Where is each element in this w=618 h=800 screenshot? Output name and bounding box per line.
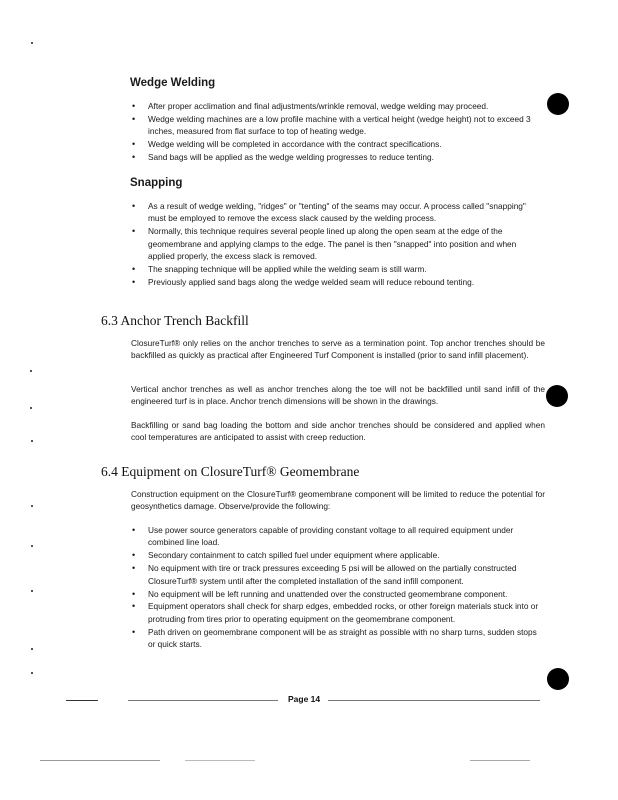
footer-rule-left [66, 700, 98, 701]
list-item: • Use power source generators capable of providing constant voltage to all required equipment under combined line load. [131, 524, 545, 549]
scan-speck [31, 648, 33, 650]
scan-streak [185, 760, 255, 761]
list-item: • Previously applied sand bags along the wedge welded seam will reduce rebound tenting. [131, 276, 545, 288]
list-item: • Path driven on geomembrane component will be as straight as possible with no sharp turns, sudden stops or quick starts. [131, 626, 545, 651]
list-item: • Equipment operators shall check for sharp edges, embedded rocks, or other foreign materials stuck into or protruding from tires prior to operating equipment on the geomembrane component. [131, 600, 545, 625]
scan-streak [470, 760, 530, 761]
punch-hole [547, 93, 569, 115]
page-number: Page 14 [288, 694, 321, 704]
section-6-4-heading: 6.4 Equipment on ClosureTurf® Geomembrane [101, 464, 360, 479]
scan-speck [31, 545, 33, 547]
section-6-3-paragraph: Backfilling or sand bag loading the bottom and side anchor trenches should be considered and applied when cool temperatures are anticipated to assist with creep reduction. [131, 420, 545, 443]
scan-streak [40, 760, 160, 761]
scan-speck [30, 370, 32, 372]
wedge-welding-heading: Wedge Welding [130, 77, 216, 89]
section-6-3-paragraph: ClosureTurf® only relies on the anchor trenches to serve as a termination point. Top anchor trenches should be backfilled as quickly as practical after Engineered Turf Component is installed (prior to sand infill placement). [131, 338, 545, 361]
scan-speck [30, 407, 32, 409]
list-item: • No equipment will be left running and unattended over the constructed geomembrane component. [131, 588, 545, 600]
list-item: • Secondary containment to catch spilled fuel under equipment where applicable. [131, 549, 545, 561]
scan-speck [31, 505, 33, 507]
list-item: • The snapping technique will be applied while the welding seam is still warm. [131, 263, 545, 275]
footer-rule-right [328, 700, 540, 701]
section-6-4-intro: Construction equipment on the ClosureTurf® geomembrane component will be limited to reduce the potential for geosynthetics damage. Observe/provide the following: [131, 489, 545, 512]
list-item: • Wedge welding will be completed in accordance with the contract specifications. [131, 138, 545, 150]
list-item: • Sand bags will be applied as the wedge welding progresses to reduce tenting. [131, 151, 545, 163]
list-item: • As a result of wedge welding, "ridges" or "tenting" of the seams may occur. A process called "snapping" must be employed to remove the excess slack caused by the welding process. [131, 200, 545, 225]
footer-rule-left [128, 700, 278, 701]
snapping-list [131, 200, 545, 289]
scan-speck [31, 590, 33, 592]
scan-speck [31, 42, 33, 44]
wedge-welding-list [131, 100, 545, 164]
section-6-3-heading: 6.3 Anchor Trench Backfill [101, 313, 249, 328]
scan-speck [31, 672, 33, 674]
section-6-3-paragraph: Vertical anchor trenches as well as anchor trenches along the toe will not be backfilled until sand infill of the engineered turf is in place. Anchor trench dimensions will be shown in the drawings. [131, 384, 545, 407]
punch-hole [547, 668, 569, 690]
list-item: • After proper acclimation and final adjustments/wrinkle removal, wedge welding may proceed. [131, 100, 545, 112]
section-6-4-list [131, 524, 545, 651]
snapping-heading: Snapping [130, 177, 183, 189]
list-item: • Normally, this technique requires several people lined up along the open seam at the edge of the geomembrane and applying clamps to the edge. The panel is then "snapped" into position and when applied properly, the excess slack is removed. [131, 225, 545, 262]
list-item: • Wedge welding machines are a low profile machine with a vertical height (wedge height) not to exceed 3 inches, measured from flat surface to top of heating wedge. [131, 113, 545, 138]
list-item: • No equipment with tire or track pressures exceeding 5 psi will be allowed on the partially constructed ClosureTurf® system until after the completed installation of the sand infill component. [131, 562, 545, 587]
scan-speck [31, 440, 33, 442]
punch-hole [546, 385, 568, 407]
